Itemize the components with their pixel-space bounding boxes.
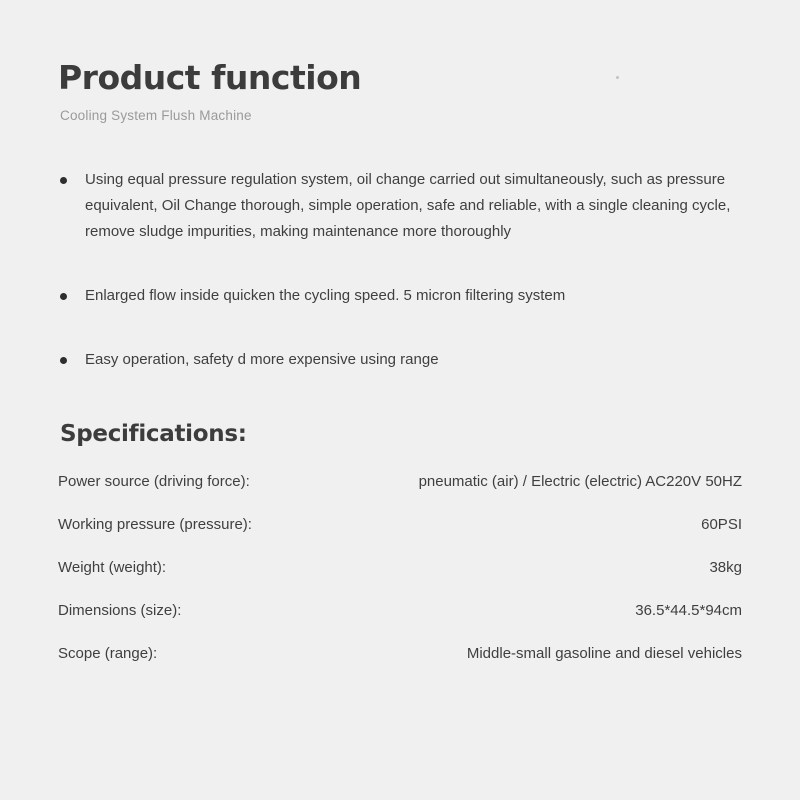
spec-value: 38kg [709,559,742,577]
list-item: Easy operation, safety d more expensive using range [58,347,742,373]
spec-label: Working pressure (pressure): [58,516,252,534]
decorative-dot [616,76,619,79]
spec-label: Power source (driving force): [58,473,250,491]
list-item: Enlarged flow inside quicken the cycling speed. 5 micron filtering system [58,283,742,309]
spec-value: 36.5*44.5*94cm [635,602,742,620]
page-title: Product function [58,58,362,97]
table-row [58,602,742,645]
table-row [58,559,742,602]
list-item: Using equal pressure regulation system, oil change carried out simultaneously, such as pressure equivalent, Oil Change thorough, simple operation, safe and reliable, with a single cleaning cycle, remove sludge impurities, making maintenance more thoroughly [58,167,742,245]
specifications-table [58,473,742,688]
spec-label: Scope (range): [58,645,158,663]
table-row [58,516,742,559]
feature-list [58,167,742,373]
spec-label: Weight (weight): [58,559,167,577]
spec-value: pneumatic (air) / Electric (electric) AC220V 50HZ [418,473,742,491]
table-row [58,473,742,516]
spec-value: 60PSI [701,516,742,534]
spec-value: Middle-small gasoline and diesel vehicles [466,645,742,663]
table-row [58,645,742,688]
specifications-heading: Specifications: [60,421,247,448]
page-subtitle: Cooling System Flush Machine [60,108,252,124]
spec-label: Dimensions (size): [58,602,182,620]
